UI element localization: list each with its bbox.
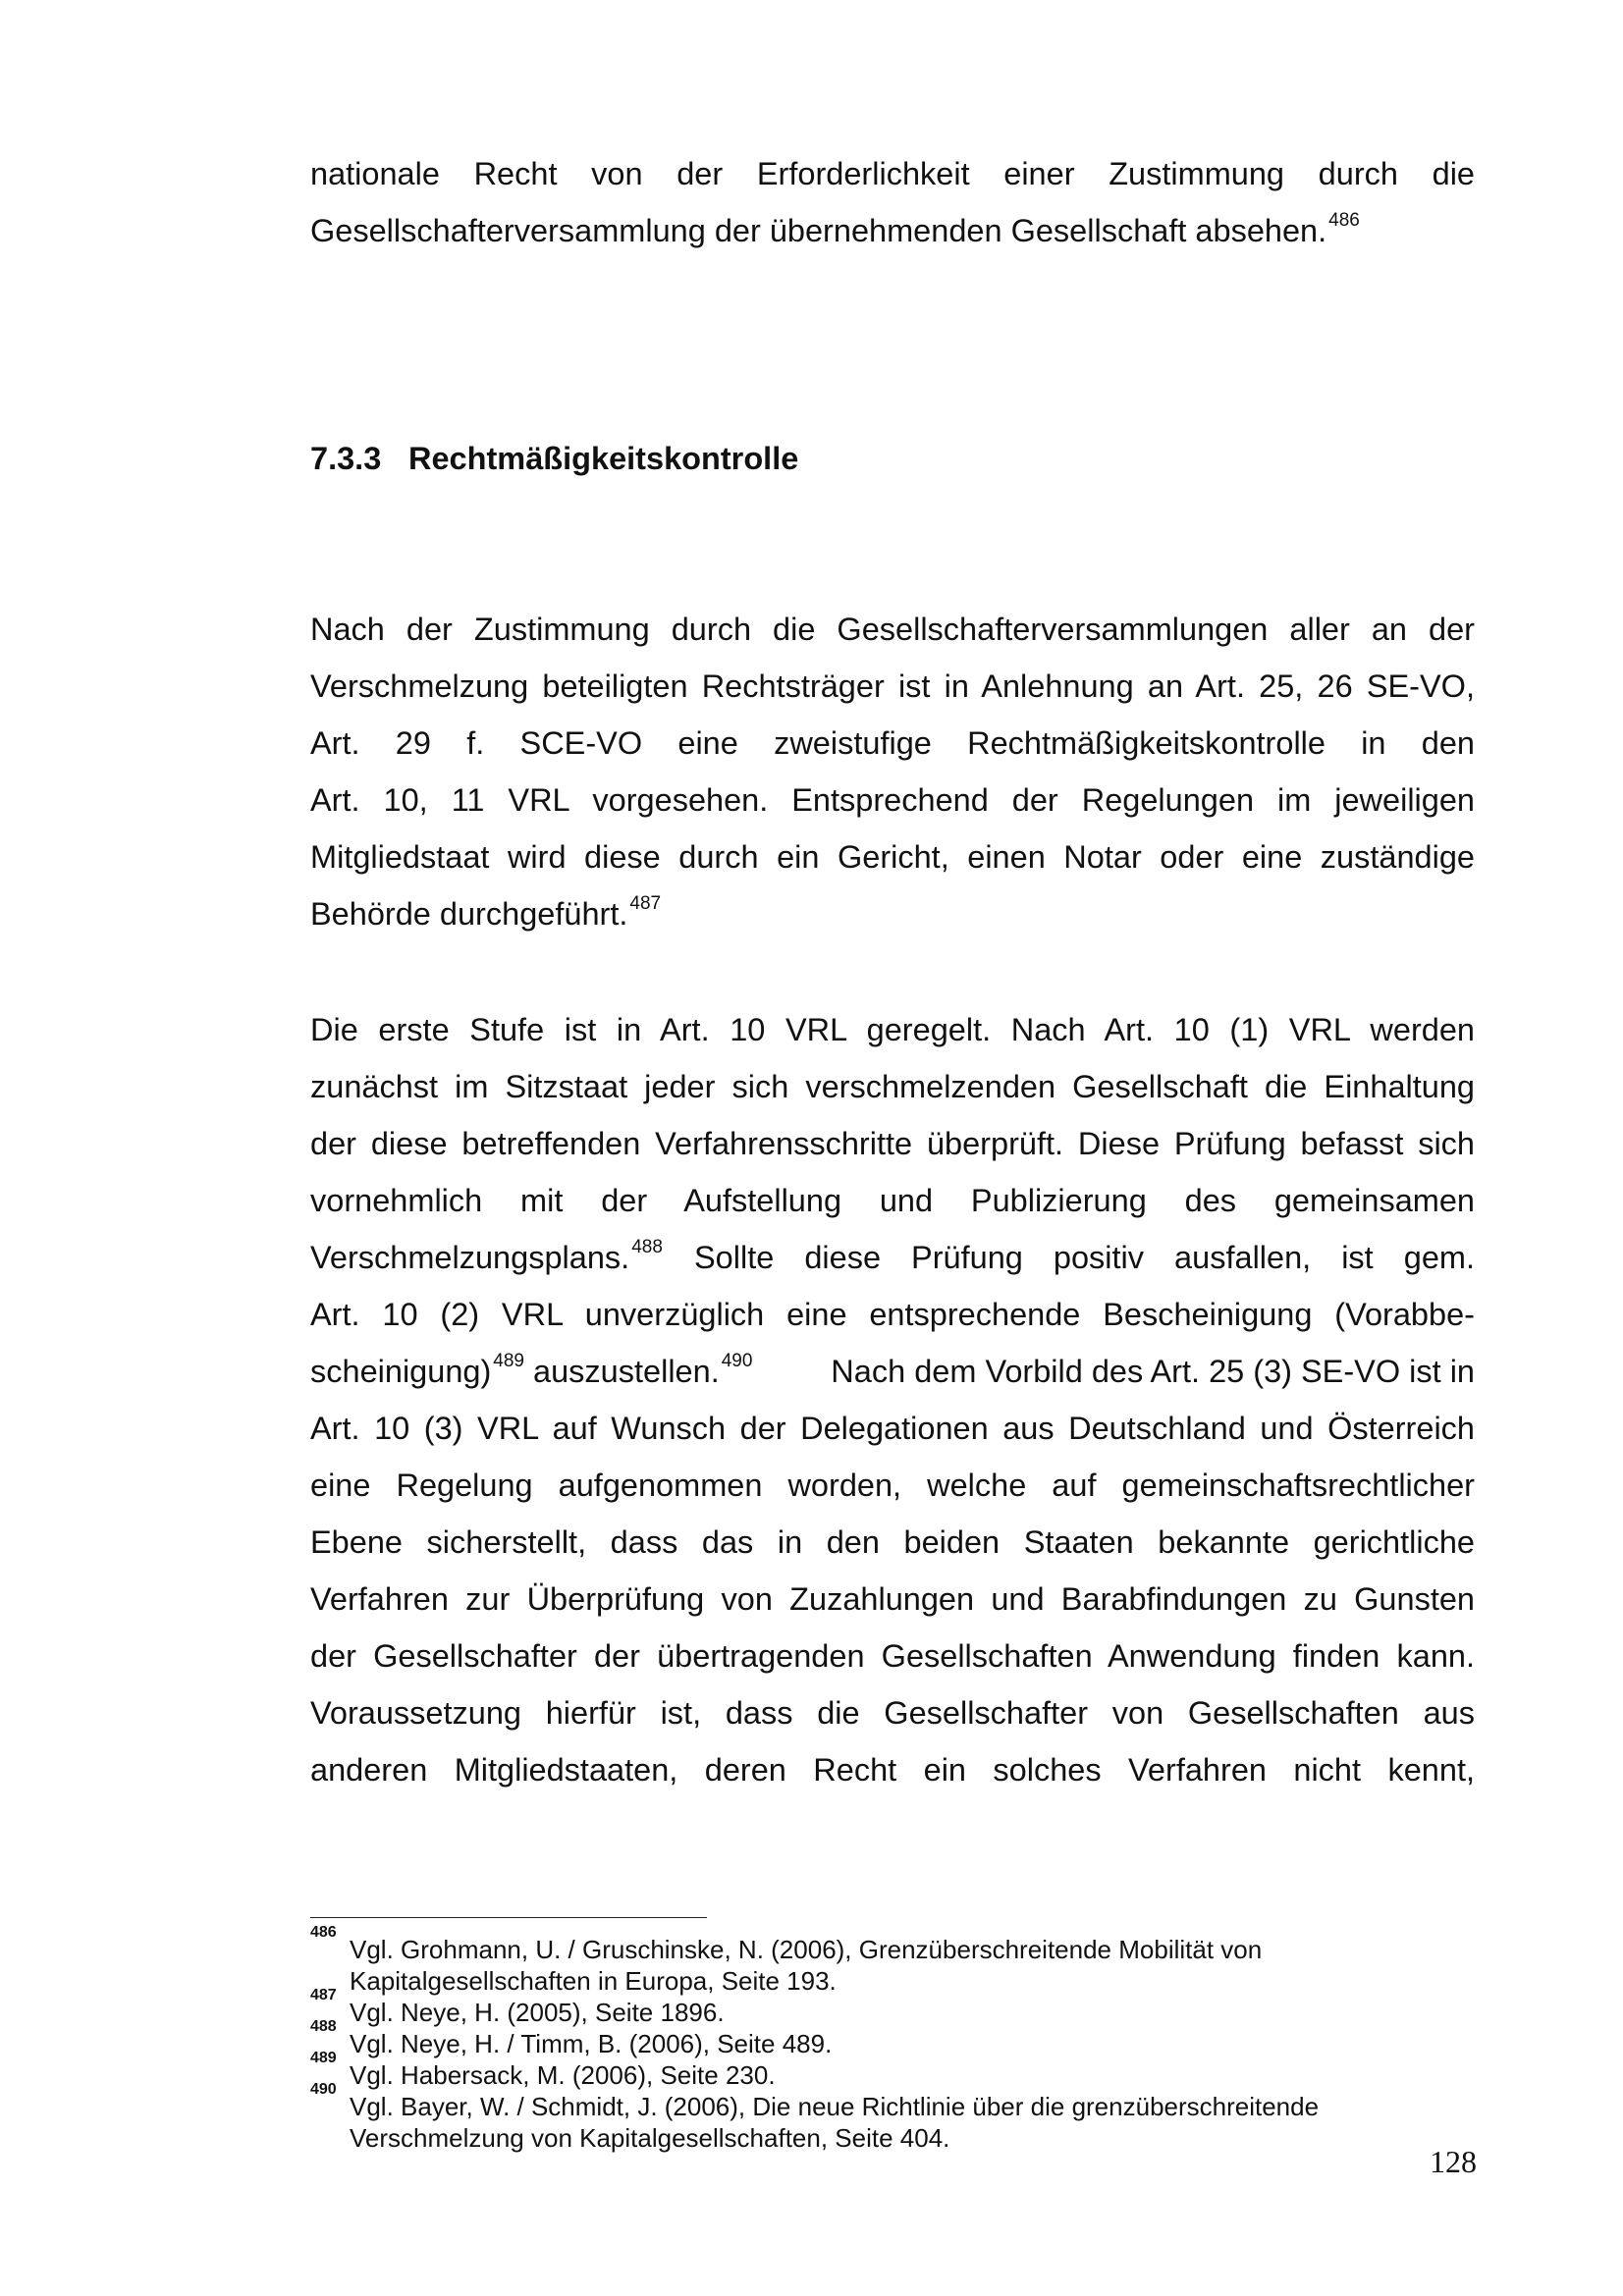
footnote-mark: 487 [310,1987,337,2003]
text-line: Voraussetzung hierfür ist, dass die Gesellschafter von Gesellschaften aus [310,1695,1475,1731]
footnote-line: Vgl. Bayer, W. / Schmidt, J. (2006), Die neue Richtlinie über die grenzüberschreitende [350,2092,1320,2121]
footnote-line: Vgl. Neye, H. / Timm, B. (2006), Seite 489. [350,2029,833,2058]
text-line: Art. 10, 11 VRL vorgesehen. Entsprechend der Regelungen im jeweiligen [310,782,1475,818]
footnote-line: Verschmelzung von Kapitalgesellschaften, Seite 404. [350,2123,950,2153]
text-line [310,1343,1475,1400]
footnote-line: Vgl. Habersack, M. (2006), Seite 230. [350,2060,776,2090]
section-title: Rechtmäßigkeitskontrolle [408,441,799,476]
section-heading [310,430,798,487]
footnotes [310,1924,1488,2154]
footnote-486 [310,1924,1488,1997]
text-segment: Gesellschafterversammlung der übernehmenden Gesellschaft absehen. [310,213,1327,248]
text-line: nationale Recht von der Erforderlichkeit einer Zustimmung durch die [310,156,1475,191]
text-line: Verschmelzung beteiligten Rechtsträger ist in Anlehnung an Art. 25, 26 SE-VO, [310,668,1475,704]
text-line: vornehmlich mit der Aufstellung und Publizierung des gemeinsamen [310,1183,1475,1218]
text-segment: auszustellen. [524,1354,720,1389]
footnote-ref[interactable]: 488 [631,1237,663,1257]
footnote-mark: 488 [310,2018,337,2035]
text-line: Art. 10 (3) VRL auf Wunsch der Delegationen aus Deutschland und Österreich [310,1411,1475,1446]
section-number: 7.3.3 [310,441,382,476]
footnote-separator [310,1917,707,1918]
footnote-ref[interactable]: 486 [1328,210,1360,231]
text-line: eine Regelung aufgenommen worden, welche auf gemeinschaftsrechtlicher [310,1468,1475,1503]
text-line: Art. 29 f. SCE-VO eine zweistufige Rechtmäßigkeitskontrolle in den [310,725,1475,761]
text-segment: scheinigung) [310,1354,492,1389]
text-line: Mitgliedstaat wird diese durch ein Gericht, einen Notar oder eine zuständige [310,839,1475,875]
footnote-487 [310,1987,1488,2028]
text-line: Nach der Zustimmung durch die Gesellschafterversammlungen aller an der [310,612,1475,647]
text-line: zunächst im Sitzstaat jeder sich verschmelzenden Gesellschaft die Einhaltung [310,1069,1475,1104]
page-number: 128 [1430,2144,1477,2179]
text-segment: Sollte diese Prüfung positiv ausfallen, ist gem. [694,1240,1475,1275]
footnote-490 [310,2081,1488,2154]
paragraph-1 [310,601,1475,942]
text-line [310,885,1475,942]
text-line: Ebene sicherstellt, dass das in den beiden Staaten bekannte gerichtliche [310,1524,1475,1560]
paragraph-2 [310,1001,1475,1798]
footnote-line: Vgl. Grohmann, U. / Gruschinske, N. (2006), Grenzüberschreitende Mobilität von [350,1935,1263,1964]
footnote-ref[interactable]: 490 [721,1351,753,1371]
text-segment [310,1229,663,1286]
text-segment: Verschmelzungsplans. [310,1240,630,1275]
footnote-ref[interactable]: 487 [629,893,662,914]
footnote-mark: 486 [310,1924,337,1941]
text-segment [310,1343,752,1400]
text-line: Art. 10 (2) VRL unverzüglich eine entsprechende Bescheinigung (Vorabbe- [310,1297,1475,1332]
footnote-line: Kapitalgesellschaften in Europa, Seite 193. [350,1966,837,1996]
text-line: der Gesellschafter der übertragenden Gesellschaften Anwendung finden kann. [310,1638,1475,1674]
text-line [310,202,1475,259]
text-segment: Nach dem Vorbild des Art. 25 (3) SE-VO ist in [831,1354,1475,1389]
text-line: anderen Mitgliedstaaten, deren Recht ein solches Verfahren nicht kennt, [310,1752,1475,1788]
text-segment: Behörde durchgeführt. [310,896,628,932]
text-line: der diese betreffenden Verfahrensschritte überprüft. Diese Prüfung befasst sich [310,1126,1475,1161]
text-line: Verfahren zur Überprüfung von Zuzahlungen und Barabfindungen zu Gunsten [310,1581,1475,1617]
text-line [310,1229,1475,1286]
footnote-mark: 489 [310,2050,337,2066]
text-line: Die erste Stufe ist in Art. 10 VRL geregelt. Nach Art. 10 (1) VRL werden [310,1012,1475,1047]
footnote-488 [310,2018,1488,2059]
footnote-ref[interactable]: 489 [493,1351,524,1371]
footnote-mark: 490 [310,2081,337,2098]
footnote-489 [310,2050,1488,2091]
top-paragraph [310,145,1475,259]
footnote-line: Vgl. Neye, H. (2005), Seite 1896. [350,1998,725,2027]
